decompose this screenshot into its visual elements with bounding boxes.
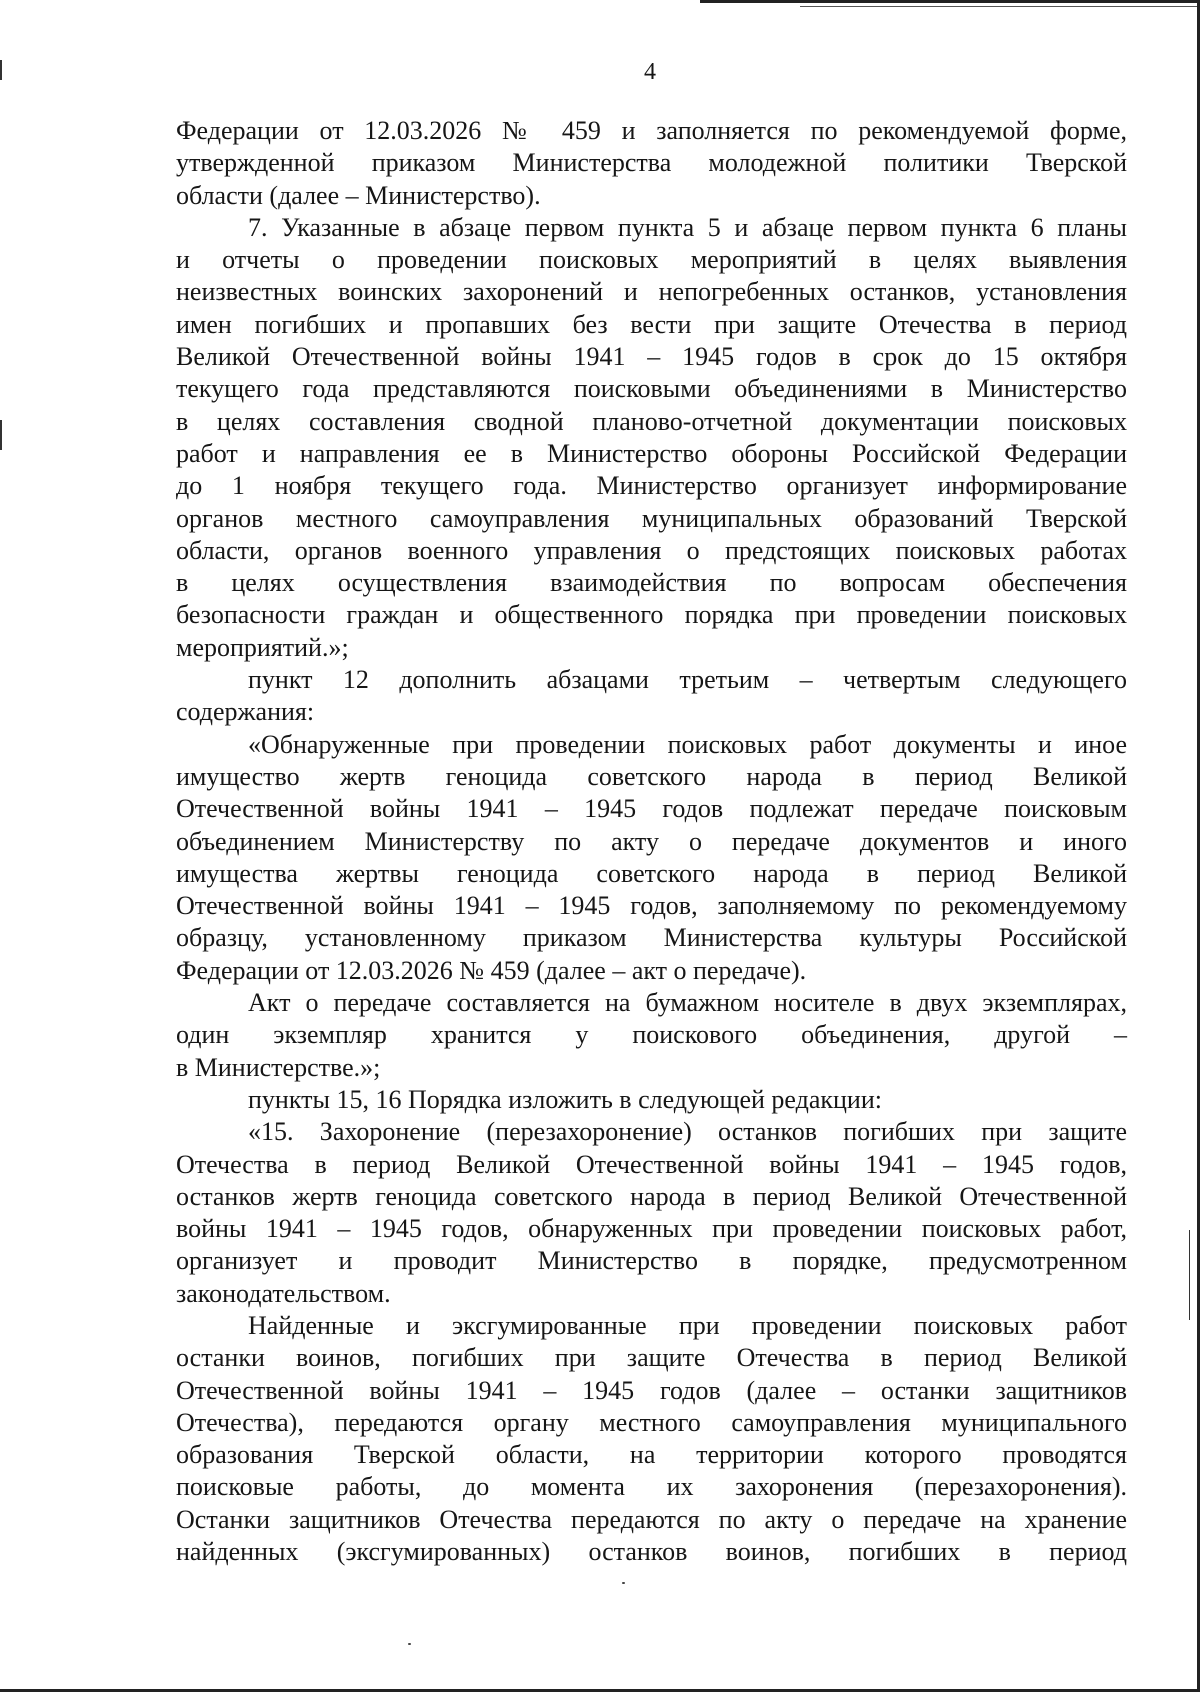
text-line: организует и проводит Министерство в порядке, предусмотренном	[176, 1246, 1127, 1276]
text-line: и отчеты о проведении поисковых мероприятий в целях выявления	[176, 245, 1127, 275]
text-line: останков жертв геноцида советского народа в период Великой Отечественной	[176, 1181, 1127, 1211]
scan-edge-right-mark	[1189, 1230, 1190, 1320]
text-line: имен погибших и пропавших без вести при защите Отечества в период	[176, 309, 1127, 339]
paragraph	[176, 1116, 1127, 1310]
text-line: «15. Захоронение (перезахоронение) останков погибших при защите	[248, 1117, 1127, 1147]
text-line: останки воинов, погибших при защите Отечества в период Великой	[176, 1343, 1127, 1373]
text-line: Отечества в период Великой Отечественной войны 1941 – 1945 годов,	[176, 1149, 1127, 1179]
text-line: в целях осуществления взаимодействия по вопросам обеспечения	[176, 568, 1127, 598]
text-line: утвержденной приказом Министерства молодежной политики Тверской	[176, 148, 1127, 178]
text-line: текущего года представляются поисковыми объединениями в Министерство	[176, 374, 1127, 404]
text-line: в Министерстве.»;	[176, 1052, 381, 1082]
paragraph	[176, 1310, 1127, 1568]
text-line: найденных (эксгумированных) останков воинов, погибших в период	[176, 1537, 1127, 1567]
paragraph	[176, 664, 1127, 729]
text-line: безопасности граждан и общественного порядка при проведении поисковых	[176, 600, 1127, 630]
paragraph	[176, 987, 1127, 1084]
text-line: «Обнаруженные при проведении поисковых работ документы и иное	[248, 729, 1127, 759]
text-line: образования Тверской области, на территории которого проводятся	[176, 1440, 1127, 1470]
page-number: 4	[644, 59, 656, 85]
text-line: войны 1941 – 1945 годов, обнаруженных при проведении поисковых работ,	[176, 1214, 1127, 1244]
text-line: Останки защитников Отечества передаются по акту о передаче на хранение	[176, 1504, 1127, 1534]
paragraph	[176, 212, 1127, 664]
text-line: содержания:	[176, 697, 315, 727]
text-line: области (далее – Министерство).	[176, 180, 541, 210]
text-line: объединением Министерству по акту о передаче документов и иного	[176, 826, 1127, 856]
scan-speck	[622, 1582, 625, 1584]
text-line: поисковые работы, до момента их захоронения (перезахоронения).	[176, 1472, 1127, 1502]
paragraph	[176, 729, 1127, 987]
text-line: мероприятий.»;	[176, 632, 349, 662]
text-line: в целях составления сводной планово-отчетной документации поисковых	[176, 406, 1127, 436]
text-line: Найденные и эксгумированные при проведении поисковых работ	[248, 1310, 1127, 1340]
text-line: Отечественной войны 1941 – 1945 годов (далее – останки защитников	[176, 1375, 1127, 1405]
scan-speck	[408, 1643, 411, 1645]
text-line: Федерации от 12.03.2026 № 459 и заполняется по рекомендуемой форме,	[176, 116, 1127, 145]
document-body	[176, 115, 1127, 1568]
text-line: Отечественной войны 1941 – 1945 годов, заполняемому по рекомендуемому	[176, 891, 1127, 921]
text-line: Акт о передаче составляется на бумажном носителе в двух экземплярах,	[248, 988, 1127, 1018]
text-line: законодательством.	[176, 1278, 391, 1308]
text-line: пункты 15, 16 Порядка изложить в следующей редакции:	[248, 1084, 882, 1114]
paragraph	[176, 1084, 1127, 1116]
text-line: Федерации от 12.03.2026 № 459 (далее – акт о передаче).	[176, 955, 807, 985]
text-line: образцу, установленному приказом Министерства культуры Российской	[176, 923, 1127, 953]
text-line: неизвестных воинских захоронений и непогребенных останков, установления	[176, 277, 1127, 307]
text-line: один экземпляр хранится у поискового объединения, другой –	[176, 1020, 1127, 1050]
text-line: до 1 ноября текущего года. Министерство организует информирование	[176, 471, 1127, 501]
text-line: области, органов военного управления о предстоящих поисковых работах	[176, 535, 1127, 565]
scan-edge-left-mark	[0, 420, 2, 450]
scan-edge-top-secondary	[800, 6, 1200, 7]
paragraph	[176, 115, 1127, 212]
text-line: пункт 12 дополнить абзацами третьим – четвертым следующего	[248, 665, 1127, 695]
text-line: Великой Отечественной войны 1941 – 1945 годов в срок до 15 октября	[176, 342, 1127, 372]
text-line: имущество жертв геноцида советского народа в период Великой	[176, 761, 1127, 791]
text-line: 7. Указанные в абзаце первом пункта 5 и абзаце первом пункта 6 планы	[248, 212, 1127, 242]
text-line: органов местного самоуправления муниципальных образований Тверской	[176, 503, 1127, 533]
text-line: работ и направления ее в Министерство обороны Российской Федерации	[176, 438, 1127, 468]
text-line: Отечественной войны 1941 – 1945 годов подлежат передаче поисковым	[176, 794, 1127, 824]
text-line: Отечества), передаются органу местного самоуправления муниципального	[176, 1407, 1127, 1437]
scan-edge-top	[700, 0, 1200, 3]
text-line: имущества жертвы геноцида советского народа в период Великой	[176, 858, 1127, 888]
